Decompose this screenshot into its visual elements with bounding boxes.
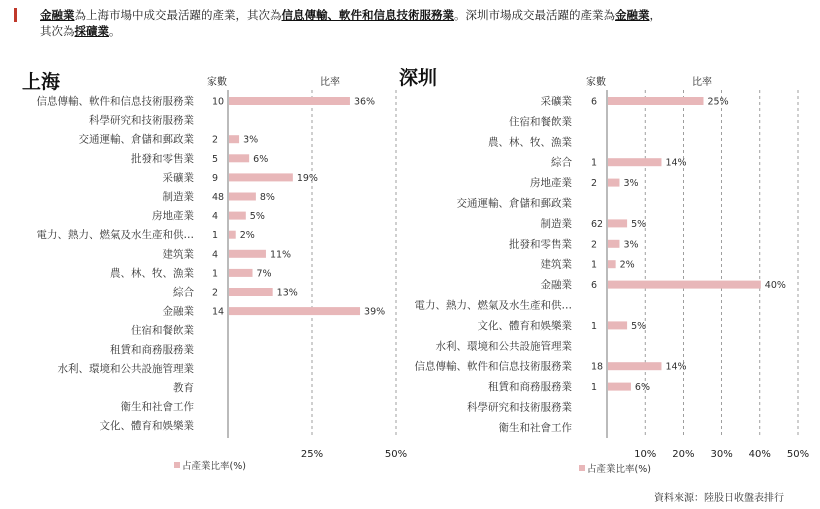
bar [608,158,661,166]
count-label: 5 [212,153,219,165]
category-label: 租賃和商務服務業 [110,343,194,356]
category-label: 電力、熱力、燃氣及水生產和供… [414,299,572,312]
x-tick-label: 10% [634,449,657,460]
category-label: 房地產業 [530,177,572,190]
rate-header: 比率 [692,77,712,88]
category-label: 衛生和社會工作 [498,421,572,434]
count-label: 6 [591,96,598,108]
count-label: 62 [591,218,604,230]
category-label: 交通運輸、倉儲和郵政業 [456,197,572,210]
count-label: 2 [212,134,219,146]
count-label: 10 [212,96,225,108]
category-label: 科學研究和技術服務業 [89,114,194,127]
data-label: 7% [256,268,272,280]
bar [229,231,236,239]
intro-segment: 其次為 [40,24,75,38]
count-label: 1 [212,268,219,280]
category-label: 制造業 [162,191,194,203]
legend-label: 占產業比率(%) [182,461,246,472]
bar [608,219,627,227]
count-header: 家數 [207,77,227,88]
intro-segment: 。深圳市場成交最活躍的產業為 [454,8,615,22]
bar [608,321,627,329]
bar [229,135,239,143]
rate-header: 比率 [320,77,340,88]
bar [608,383,631,391]
category-label: 綜合 [173,286,194,299]
data-label: 40% [764,280,786,292]
data-label: 11% [269,249,292,261]
data-label: 14% [665,157,687,169]
category-label: 綜合 [551,156,572,169]
category-label: 采礦業 [540,95,572,108]
data-label: 25% [707,96,729,108]
legend-label: 占產業比率(%) [587,464,651,475]
x-tick-label: 25% [300,449,324,460]
category-label: 住宿和餐飲業 [509,115,572,128]
bar [229,307,360,315]
bar [608,179,619,187]
category-label: 建筑業 [540,258,572,271]
bar [229,173,293,181]
data-label: 3% [623,178,639,190]
category-label: 交通運輸、倉儲和郵政業 [78,133,194,146]
category-label: 文化、體育和娛樂業 [477,319,572,332]
bar [229,154,249,162]
count-label: 1 [591,320,598,332]
data-label: 5% [631,218,647,230]
category-label: 金融業 [540,279,572,292]
data-label: 6% [634,382,650,394]
category-label: 批發和零售業 [131,152,194,165]
category-label: 電力、熱力、燃氣及水生產和供… [36,229,194,242]
highlight-it: 信息傳輸、軟件和信息技術服務業 [281,8,454,22]
data-label: 14% [665,361,687,373]
category-label: 衛生和社會工作 [120,401,194,414]
count-label: 1 [591,157,598,169]
x-tick-label: 50% [384,449,408,460]
x-tick-label: 50% [786,449,810,460]
count-label: 48 [212,192,225,203]
x-tick-label: 20% [672,449,695,460]
count-label: 4 [212,249,219,261]
category-label: 采礦業 [162,171,194,184]
data-label: 19% [296,172,318,184]
category-label: 農、林、牧、漁業 [110,267,194,280]
category-label: 建筑業 [162,248,194,261]
x-tick-label: 40% [748,449,771,460]
bar [608,240,619,248]
legend-swatch [579,465,585,471]
count-label: 6 [591,280,598,292]
data-label: 5% [631,320,647,332]
data-label: 36% [353,96,376,108]
category-label: 制造業 [540,217,572,230]
category-label: 科學研究和技術服務業 [467,401,572,414]
bar [229,269,253,277]
count-label: 9 [212,172,219,184]
intro-segment: 。 [109,24,121,38]
data-label: 2% [239,230,255,242]
bar [229,97,350,105]
category-label: 住宿和餐飲業 [131,324,194,337]
panel-title: 上海 [22,71,61,93]
count-label: 1 [591,382,598,394]
category-label: 信息傳輸、軟件和信息技術服務業 [414,360,572,373]
category-label: 金融業 [162,305,194,318]
data-label: 2% [619,259,635,271]
bar [229,250,266,258]
count-label: 1 [591,259,598,271]
count-header: 家數 [586,77,606,88]
count-label: 18 [591,361,604,373]
highlight-mining: 採礦業 [74,24,109,38]
intro-segment: 為上海市場中成交最活躍的產業，其次為 [74,8,282,22]
bar [229,193,256,201]
category-label: 文化、體育和娛樂業 [99,420,194,433]
data-label: 6% [253,153,269,165]
category-label: 批發和零售業 [509,238,572,251]
bar [608,362,661,370]
bar [229,288,273,296]
category-label: 水利、環境和公共設施管理業 [435,340,572,353]
count-label: 2 [591,239,598,251]
source-note: 資料來源：陸股日收盤表排行 [654,493,784,504]
data-label: 3% [623,239,639,251]
data-label: 13% [276,287,298,299]
count-label: 2 [591,178,598,190]
data-label: 5% [249,211,265,223]
bar [608,97,704,105]
highlight-finance-sz: 金融業 [615,8,650,22]
data-label: 8% [259,192,275,203]
bar [608,281,761,289]
category-label: 房地產業 [152,210,194,223]
bar [229,212,246,220]
category-label: 水利、環境和公共設施管理業 [57,362,194,375]
category-label: 農、林、牧、漁業 [488,136,572,149]
category-label: 信息傳輸、軟件和信息技術服務業 [36,95,194,108]
category-label: 教育 [173,382,194,394]
intro-segment: ， [649,8,661,22]
panel-title: 深圳 [399,67,438,89]
bar [608,260,616,268]
count-label: 2 [212,287,219,299]
x-tick-label: 30% [710,449,733,460]
data-label: 39% [364,306,386,318]
count-label: 14 [212,306,225,318]
legend-swatch [174,462,180,468]
count-label: 4 [212,211,219,223]
highlight-finance: 金融業 [40,8,75,22]
category-label: 租賃和商務服務業 [488,381,572,394]
count-label: 1 [212,230,219,242]
data-label: 3% [243,134,259,146]
